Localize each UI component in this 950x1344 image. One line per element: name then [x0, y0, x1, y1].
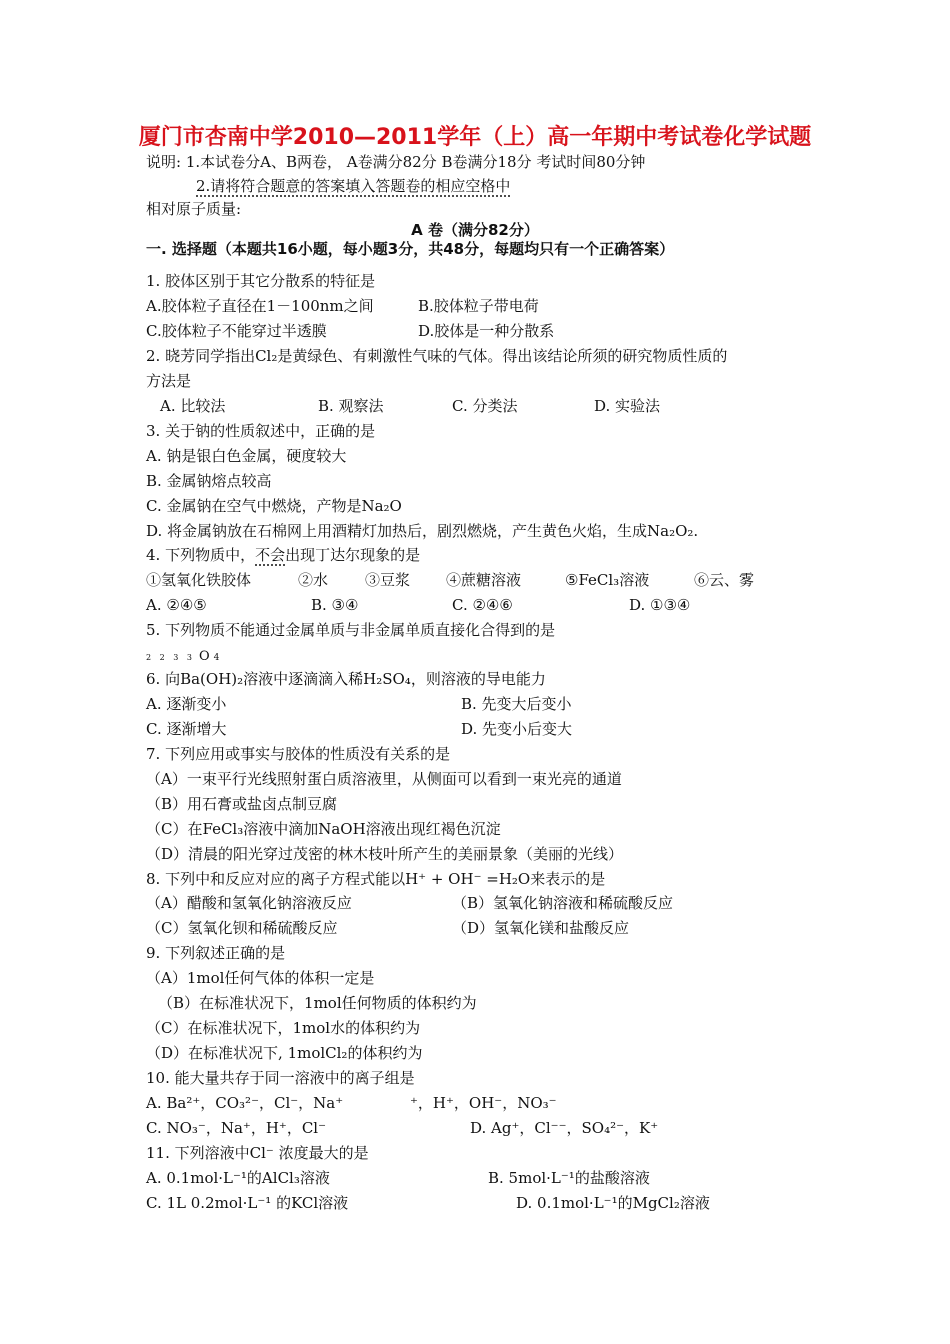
q9-stem: 9. 下列叙述正确的是 [146, 944, 286, 962]
instruction-line-1: 说明: 1.本试卷分A、B两卷， A卷满分82分 B卷满分18分 考试时间80分钟 [146, 153, 646, 171]
q4-item-2: ②水 [298, 571, 329, 589]
q7-stem: 7. 下列应用或事实与胶体的性质没有关系的是 [146, 745, 451, 763]
q2-option-d: D. 实验法 [594, 397, 661, 415]
q4-option-a: A. ②④⑤ [146, 596, 207, 614]
q6-option-c: C. 逐渐增大 [146, 720, 227, 738]
q7-option-c: （C）在FeCl₃溶液中滴加NaOH溶液出现红褐色沉淀 [146, 820, 501, 838]
q4-stem [146, 545, 420, 565]
q11-stem: 11. 下列溶液中Cl⁻ 浓度最大的是 [146, 1144, 369, 1162]
q2-stem-line-1: 2. 晓芳同学指出Cl₂是黄绿色、有刺激性气味的气体。得出该结论所须的研究物质性质的 [146, 347, 728, 365]
q1-option-b: B.胶体粒子带电荷 [418, 297, 539, 315]
q10-option-a: A. Ba²⁺，CO₃²⁻，Cl⁻，Na⁺ [146, 1094, 344, 1112]
section-a-title: A 卷（满分82分） [411, 221, 539, 239]
q3-option-c: C. 金属钠在空气中燃烧，产物是Na₂O [146, 497, 402, 515]
q8-option-c: （C）氢氧化钡和稀硫酸反应 [146, 919, 338, 937]
q7-option-d: （D）清晨的阳光穿过茂密的林木枝叶所产生的美丽景象（美丽的光线） [146, 845, 624, 863]
q11-option-a: A. 0.1mol·L⁻¹的AlCl₃溶液 [146, 1169, 330, 1187]
q4-option-b: B. ③④ [311, 596, 359, 614]
q3-stem: 3. 关于钠的性质叙述中，正确的是 [146, 422, 376, 440]
q4-item-6: ⑥云、雾 [694, 571, 755, 589]
q11-option-c: C. 1L 0.2mol·L⁻¹ 的KCl溶液 [146, 1194, 349, 1212]
q10-option-b: ⁺，H⁺，OH⁻，NO₃⁻ [410, 1094, 557, 1112]
q5-fragment-o: O [199, 649, 210, 664]
q1-option-d: D.胶体是一种分散系 [418, 322, 555, 340]
q9-option-a: （A）1mol任何气体的体积一定是 [146, 969, 375, 987]
q8-option-b: （B）氢氧化钠溶液和稀硫酸反应 [452, 894, 674, 912]
q2-option-b: B. 观察法 [318, 397, 384, 415]
q11-option-d: D. 0.1mol·L⁻¹的MgCl₂溶液 [516, 1194, 710, 1212]
q5-stem: 5. 下列物质不能通过金属单质与非金属单质直接化合得到的是 [146, 621, 556, 639]
q1-option-c: C.胶体粒子不能穿过半透膜 [146, 322, 327, 340]
q6-option-b: B. 先变大后变小 [461, 695, 572, 713]
q9-option-c: （C）在标准状况下，1mol水的体积约为 [146, 1019, 421, 1037]
q7-option-a: （A）一束平行光线照射蛋白质溶液里，从侧面可以看到一束光亮的通道 [146, 770, 622, 788]
q4-stem-post: 出现丁达尔现象的是 [285, 546, 421, 564]
q4-option-c: C. ②④⑥ [452, 596, 513, 614]
instruction-line-2-text: 2.请将符合题意的答案填入答题卷的相应空格中 [196, 177, 511, 195]
q4-stem-pre: 4. 下列物质中， [146, 546, 256, 564]
q8-option-d: （D）氢氧化镁和盐酸反应 [452, 919, 630, 937]
q2-option-c: C. 分类法 [452, 397, 518, 415]
q4-item-1: ①氢氧化铁胶体 [146, 571, 252, 589]
atomic-mass-label: 相对原子质量: [146, 200, 242, 218]
instruction-line-2 [196, 176, 510, 196]
q11-option-b: B. 5mol·L⁻¹的盐酸溶液 [488, 1169, 650, 1187]
q4-option-d: D. ①③④ [629, 596, 691, 614]
q8-stem: 8. 下列中和反应对应的离子方程式能以H⁺ + OH⁻ =H₂O来表示的是 [146, 870, 606, 888]
q4-item-4: ④蔗糖溶液 [446, 571, 522, 589]
q10-option-c: C. NO₃⁻，Na⁺，H⁺，Cl⁻ [146, 1119, 327, 1137]
q6-stem: 6. 向Ba(OH)₂溶液中逐滴滴入稀H₂SO₄，则溶液的导电能力 [146, 670, 546, 688]
q6-option-a: A. 逐渐变小 [146, 695, 227, 713]
q7-option-b: （B）用石膏或盐卤点制豆腐 [146, 795, 338, 813]
q9-option-b: （B）在标准状况下，1mol任何物质的体积约为 [158, 994, 477, 1012]
q2-stem-line-2: 方法是 [146, 372, 192, 390]
q4-item-3: ③豆浆 [365, 571, 411, 589]
q4-item-5: ⑤FeCl₃溶液 [565, 571, 650, 589]
q10-stem: 10. 能大量共存于同一溶液中的离子组是 [146, 1069, 415, 1087]
q2-option-a: A. 比较法 [160, 397, 226, 415]
q6-option-d: D. 先变小后变大 [461, 720, 573, 738]
q3-option-d: D. 将金属钠放在石棉网上用酒精灯加热后，剧烈燃烧，产生黄色火焰，生成Na₂O₂. [146, 522, 699, 540]
q8-option-a: （A）醋酸和氢氧化钠溶液反应 [146, 894, 352, 912]
q3-option-a: A. 钠是银白色金属，硬度较大 [146, 447, 347, 465]
q3-option-b: B. 金属钠熔点较高 [146, 472, 272, 490]
q4-stem-emphasis: 不会 [255, 546, 286, 564]
q5-fragment-small: 2 2 3 3 [146, 653, 195, 662]
q1-option-a: A.胶体粒子直径在1－100nm之间 [146, 297, 374, 315]
q9-option-d: （D）在标准状况下, 1molCl₂的体积约为 [146, 1044, 423, 1062]
q1-stem: 1. 胶体区别于其它分散系的特征是 [146, 272, 376, 290]
q10-option-d: D. Ag⁺，Cl⁻⁻，SO₄²⁻，K⁺ [470, 1119, 659, 1137]
q5-options-fragment [146, 645, 219, 668]
exam-title: 厦门市杏南中学2010—2011学年（上）高一年期中考试卷化学试题 [138, 125, 812, 150]
part-1-heading: 一. 选择题（本题共16小题，每小题3分，共48分，每题均只有一个正确答案） [146, 240, 675, 258]
q5-fragment-4: 4 [213, 653, 220, 663]
